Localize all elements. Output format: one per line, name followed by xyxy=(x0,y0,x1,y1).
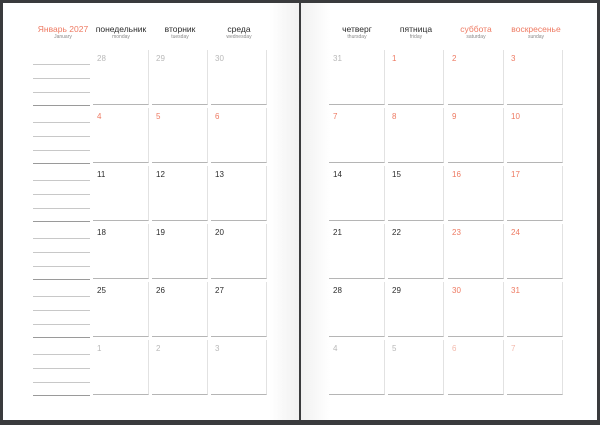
day-cell-sunday-week1[interactable] xyxy=(507,50,563,105)
day-number: 29 xyxy=(392,286,401,295)
day-cell-monday-week6[interactable] xyxy=(93,340,149,395)
day-cell-monday-week5[interactable] xyxy=(93,282,149,337)
day-cell-saturday-week2[interactable] xyxy=(448,108,504,163)
note-line[interactable] xyxy=(33,368,90,369)
note-line[interactable] xyxy=(33,238,90,239)
day-cell-saturday-week1[interactable] xyxy=(448,50,504,105)
note-line[interactable] xyxy=(33,266,90,267)
day-cell-friday-week1[interactable] xyxy=(388,50,444,105)
month-header xyxy=(33,25,93,41)
day-cell-thursday-week1[interactable] xyxy=(329,50,385,105)
day-cell-sunday-week3[interactable] xyxy=(507,166,563,221)
day-number: 23 xyxy=(452,228,461,237)
note-line[interactable] xyxy=(33,354,90,355)
day-number: 13 xyxy=(215,170,224,179)
note-line[interactable] xyxy=(33,180,90,181)
note-line[interactable] xyxy=(33,122,90,123)
weekday-header-tuesday: вторник tuesday xyxy=(164,24,196,40)
weekday-header-saturday: суббота saturday xyxy=(460,24,492,40)
day-number: 28 xyxy=(97,54,106,63)
day-number: 30 xyxy=(215,54,224,63)
day-cell-monday-week3[interactable] xyxy=(93,166,149,221)
day-cell-thursday-week2[interactable] xyxy=(329,108,385,163)
note-line[interactable] xyxy=(33,279,90,280)
day-number: 17 xyxy=(511,170,520,179)
month-title: Январь 2027 xyxy=(37,24,89,34)
note-line[interactable] xyxy=(33,92,90,93)
note-line[interactable] xyxy=(33,78,90,79)
day-cell-friday-week5[interactable] xyxy=(388,282,444,337)
day-cell-wednesday-week4[interactable] xyxy=(211,224,267,279)
day-cell-saturday-week6[interactable] xyxy=(448,340,504,395)
day-cell-thursday-week3[interactable] xyxy=(329,166,385,221)
day-cell-tuesday-week5[interactable] xyxy=(152,282,208,337)
day-number: 21 xyxy=(333,228,342,237)
day-cell-wednesday-week2[interactable] xyxy=(211,108,267,163)
day-cell-saturday-week4[interactable] xyxy=(448,224,504,279)
day-cell-wednesday-week5[interactable] xyxy=(211,282,267,337)
day-number: 31 xyxy=(333,54,342,63)
weekday-header-friday: пятница friday xyxy=(399,24,433,40)
month-subtitle: January xyxy=(54,34,72,40)
day-number: 15 xyxy=(392,170,401,179)
day-number: 10 xyxy=(511,112,520,121)
note-line[interactable] xyxy=(33,337,90,338)
day-cell-saturday-week3[interactable] xyxy=(448,166,504,221)
day-number: 24 xyxy=(511,228,520,237)
day-number: 7 xyxy=(333,112,338,121)
note-line[interactable] xyxy=(33,395,90,396)
day-number: 30 xyxy=(452,286,461,295)
note-line[interactable] xyxy=(33,64,90,65)
note-line[interactable] xyxy=(33,194,90,195)
note-line[interactable] xyxy=(33,382,90,383)
day-number: 22 xyxy=(392,228,401,237)
day-number: 14 xyxy=(333,170,342,179)
day-cell-sunday-week6[interactable] xyxy=(507,340,563,395)
note-line[interactable] xyxy=(33,208,90,209)
day-number: 29 xyxy=(156,54,165,63)
day-number: 1 xyxy=(392,54,397,63)
day-number: 19 xyxy=(156,228,165,237)
day-cell-thursday-week4[interactable] xyxy=(329,224,385,279)
day-cell-friday-week3[interactable] xyxy=(388,166,444,221)
day-cell-monday-week2[interactable] xyxy=(93,108,149,163)
note-line[interactable] xyxy=(33,150,90,151)
note-line[interactable] xyxy=(33,105,90,106)
weekday-header-monday: понедельник monday xyxy=(95,24,147,40)
day-cell-wednesday-week1[interactable] xyxy=(211,50,267,105)
weekday-header-sunday: воскресенье sunday xyxy=(511,24,561,40)
day-cell-friday-week2[interactable] xyxy=(388,108,444,163)
day-number: 2 xyxy=(452,54,457,63)
day-cell-wednesday-week3[interactable] xyxy=(211,166,267,221)
day-cell-tuesday-week6[interactable] xyxy=(152,340,208,395)
day-number: 25 xyxy=(97,286,106,295)
day-number: 9 xyxy=(452,112,457,121)
day-cell-friday-week6[interactable] xyxy=(388,340,444,395)
day-cell-wednesday-week6[interactable] xyxy=(211,340,267,395)
day-number: 3 xyxy=(511,54,516,63)
weekday-header-thursday: четверг thursday xyxy=(342,24,372,40)
day-number: 6 xyxy=(452,344,457,353)
day-cell-tuesday-week2[interactable] xyxy=(152,108,208,163)
day-number: 2 xyxy=(156,344,161,353)
day-cell-monday-week1[interactable] xyxy=(93,50,149,105)
left-page xyxy=(3,3,299,420)
note-line[interactable] xyxy=(33,221,90,222)
day-number: 11 xyxy=(97,170,106,179)
day-number: 12 xyxy=(156,170,165,179)
day-number: 6 xyxy=(215,112,220,121)
day-number: 5 xyxy=(392,344,397,353)
day-cell-saturday-week5[interactable] xyxy=(448,282,504,337)
day-cell-thursday-week6[interactable] xyxy=(329,340,385,395)
weekday-header-wednesday: среда wednesday xyxy=(226,24,252,40)
day-number: 26 xyxy=(156,286,165,295)
day-number: 8 xyxy=(392,112,397,121)
day-cell-tuesday-week3[interactable] xyxy=(152,166,208,221)
day-number: 4 xyxy=(97,112,102,121)
day-number: 3 xyxy=(215,344,220,353)
note-line[interactable] xyxy=(33,136,90,137)
day-number: 4 xyxy=(333,344,338,353)
day-number: 7 xyxy=(511,344,516,353)
day-number: 18 xyxy=(97,228,106,237)
note-line[interactable] xyxy=(33,310,90,311)
day-cell-tuesday-week4[interactable] xyxy=(152,224,208,279)
day-number: 27 xyxy=(215,286,224,295)
right-page xyxy=(301,3,597,420)
day-number: 31 xyxy=(511,286,520,295)
day-number: 16 xyxy=(452,170,461,179)
day-cell-friday-week4[interactable] xyxy=(388,224,444,279)
day-cell-tuesday-week1[interactable] xyxy=(152,50,208,105)
note-line[interactable] xyxy=(33,252,90,253)
day-number: 5 xyxy=(156,112,161,121)
day-number: 20 xyxy=(215,228,224,237)
day-number: 1 xyxy=(97,344,102,353)
note-line[interactable] xyxy=(33,296,90,297)
day-cell-sunday-week4[interactable] xyxy=(507,224,563,279)
note-line[interactable] xyxy=(33,324,90,325)
note-line[interactable] xyxy=(33,163,90,164)
day-cell-monday-week4[interactable] xyxy=(93,224,149,279)
day-cell-sunday-week2[interactable] xyxy=(507,108,563,163)
day-number: 28 xyxy=(333,286,342,295)
day-cell-sunday-week5[interactable] xyxy=(507,282,563,337)
day-cell-thursday-week5[interactable] xyxy=(329,282,385,337)
